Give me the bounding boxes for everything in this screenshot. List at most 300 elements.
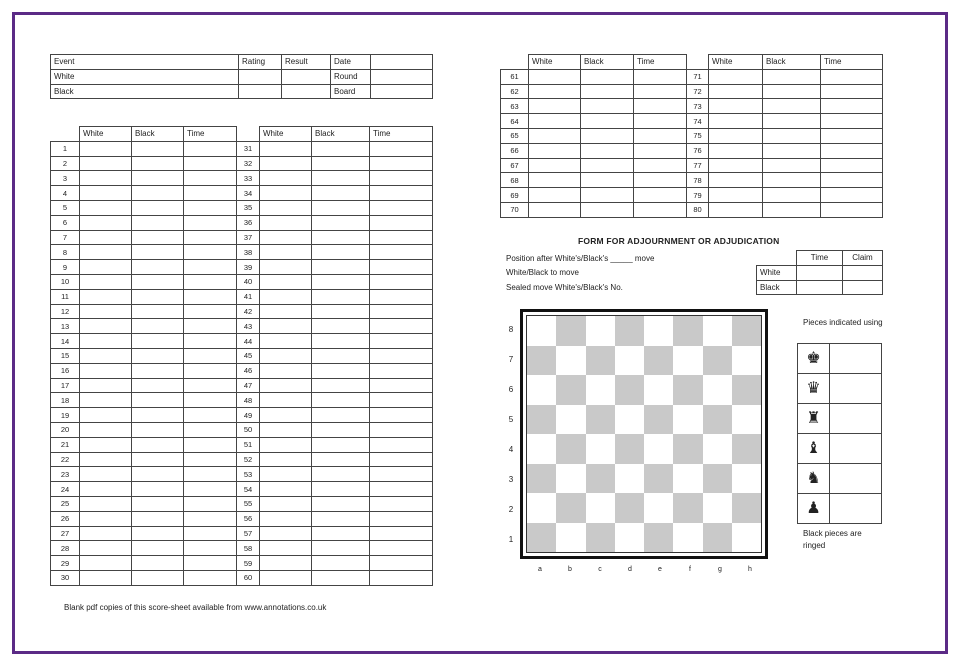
black-move-cell[interactable] — [132, 334, 184, 349]
time-cell[interactable] — [634, 202, 687, 217]
black-move-cell[interactable] — [763, 202, 821, 217]
black-move-cell[interactable] — [132, 245, 184, 260]
board-square[interactable] — [527, 375, 556, 405]
time-cell[interactable] — [634, 128, 687, 143]
white-move-cell[interactable] — [529, 143, 581, 158]
white-move-cell[interactable] — [260, 245, 312, 260]
black-move-cell[interactable] — [132, 526, 184, 541]
black-move-cell[interactable] — [312, 511, 370, 526]
white-move-cell[interactable] — [260, 496, 312, 511]
board-square[interactable] — [556, 434, 585, 464]
black-move-cell[interactable] — [312, 230, 370, 245]
white-move-cell[interactable] — [80, 200, 132, 215]
white-rating-field[interactable] — [239, 69, 282, 84]
time-cell[interactable] — [821, 128, 883, 143]
time-cell[interactable] — [184, 289, 237, 304]
time-cell[interactable] — [184, 186, 237, 201]
black-move-cell[interactable] — [312, 570, 370, 585]
black-rating-field[interactable] — [239, 84, 282, 99]
white-move-cell[interactable] — [529, 99, 581, 114]
board-square[interactable] — [644, 375, 673, 405]
board-square[interactable] — [556, 464, 585, 494]
time-cell[interactable] — [634, 114, 687, 129]
black-move-cell[interactable] — [132, 215, 184, 230]
white-move-cell[interactable] — [260, 541, 312, 556]
white-move-cell[interactable] — [260, 437, 312, 452]
black-move-cell[interactable] — [312, 186, 370, 201]
black-move-cell[interactable] — [132, 230, 184, 245]
board-square[interactable] — [644, 523, 673, 553]
time-cell[interactable] — [370, 378, 433, 393]
board-square[interactable] — [615, 316, 644, 346]
black-move-cell[interactable] — [312, 496, 370, 511]
time-cell[interactable] — [821, 188, 883, 203]
black-move-cell[interactable] — [763, 128, 821, 143]
board-field[interactable] — [371, 84, 433, 99]
board-square[interactable] — [556, 346, 585, 376]
board-square[interactable] — [586, 493, 615, 523]
board-square[interactable] — [644, 405, 673, 435]
board-square[interactable] — [615, 493, 644, 523]
black-move-cell[interactable] — [132, 319, 184, 334]
board-square[interactable] — [527, 434, 556, 464]
black-move-cell[interactable] — [312, 334, 370, 349]
board-square[interactable] — [586, 434, 615, 464]
black-time-field[interactable] — [797, 280, 843, 295]
white-move-cell[interactable] — [80, 570, 132, 585]
black-move-cell[interactable] — [312, 171, 370, 186]
black-move-cell[interactable] — [312, 348, 370, 363]
white-move-cell[interactable] — [529, 84, 581, 99]
white-move-cell[interactable] — [80, 408, 132, 423]
time-cell[interactable] — [821, 143, 883, 158]
time-cell[interactable] — [184, 452, 237, 467]
white-move-cell[interactable] — [260, 156, 312, 171]
time-cell[interactable] — [184, 393, 237, 408]
time-cell[interactable] — [184, 230, 237, 245]
time-cell[interactable] — [184, 260, 237, 275]
board-square[interactable] — [703, 493, 732, 523]
time-cell[interactable] — [184, 363, 237, 378]
white-move-cell[interactable] — [80, 348, 132, 363]
time-cell[interactable] — [821, 202, 883, 217]
white-move-cell[interactable] — [260, 378, 312, 393]
white-move-cell[interactable] — [709, 69, 763, 84]
time-cell[interactable] — [370, 570, 433, 585]
black-move-cell[interactable] — [132, 408, 184, 423]
board-square[interactable] — [673, 375, 702, 405]
time-cell[interactable] — [370, 482, 433, 497]
white-move-cell[interactable] — [80, 482, 132, 497]
time-cell[interactable] — [370, 274, 433, 289]
white-move-cell[interactable] — [260, 363, 312, 378]
white-move-cell[interactable] — [260, 408, 312, 423]
board-square[interactable] — [644, 316, 673, 346]
black-move-cell[interactable] — [312, 556, 370, 571]
time-cell[interactable] — [184, 245, 237, 260]
time-cell[interactable] — [370, 319, 433, 334]
piece-entry-cell[interactable] — [830, 374, 882, 404]
white-move-cell[interactable] — [709, 84, 763, 99]
black-move-cell[interactable] — [132, 348, 184, 363]
black-move-cell[interactable] — [581, 99, 634, 114]
black-move-cell[interactable] — [763, 158, 821, 173]
time-cell[interactable] — [370, 215, 433, 230]
white-move-cell[interactable] — [80, 393, 132, 408]
white-move-cell[interactable] — [80, 511, 132, 526]
time-cell[interactable] — [370, 304, 433, 319]
black-move-cell[interactable] — [312, 260, 370, 275]
black-move-cell[interactable] — [763, 114, 821, 129]
black-move-cell[interactable] — [132, 422, 184, 437]
board-square[interactable] — [615, 523, 644, 553]
white-move-cell[interactable] — [80, 437, 132, 452]
black-move-cell[interactable] — [312, 482, 370, 497]
black-move-cell[interactable] — [132, 467, 184, 482]
white-move-cell[interactable] — [529, 173, 581, 188]
black-move-cell[interactable] — [581, 158, 634, 173]
time-cell[interactable] — [370, 408, 433, 423]
time-cell[interactable] — [370, 289, 433, 304]
black-move-cell[interactable] — [312, 319, 370, 334]
board-square[interactable] — [703, 434, 732, 464]
board-square[interactable] — [556, 523, 585, 553]
black-move-cell[interactable] — [763, 173, 821, 188]
white-move-cell[interactable] — [709, 143, 763, 158]
white-move-cell[interactable] — [260, 511, 312, 526]
black-move-cell[interactable] — [312, 304, 370, 319]
black-move-cell[interactable] — [312, 274, 370, 289]
white-result-field[interactable] — [282, 69, 331, 84]
board-square[interactable] — [615, 375, 644, 405]
white-move-cell[interactable] — [80, 467, 132, 482]
board-square[interactable] — [673, 346, 702, 376]
time-cell[interactable] — [634, 69, 687, 84]
black-move-cell[interactable] — [312, 289, 370, 304]
board-square[interactable] — [673, 316, 702, 346]
black-move-cell[interactable] — [132, 304, 184, 319]
black-move-cell[interactable] — [132, 156, 184, 171]
black-move-cell[interactable] — [132, 171, 184, 186]
date-field[interactable] — [371, 55, 433, 70]
white-move-cell[interactable] — [260, 141, 312, 156]
time-cell[interactable] — [370, 556, 433, 571]
black-move-cell[interactable] — [132, 393, 184, 408]
black-move-cell[interactable] — [132, 556, 184, 571]
white-move-cell[interactable] — [529, 158, 581, 173]
time-cell[interactable] — [184, 511, 237, 526]
time-cell[interactable] — [184, 319, 237, 334]
board-square[interactable] — [615, 405, 644, 435]
black-move-cell[interactable] — [763, 84, 821, 99]
black-move-cell[interactable] — [581, 202, 634, 217]
black-move-cell[interactable] — [132, 363, 184, 378]
time-cell[interactable] — [370, 467, 433, 482]
white-move-cell[interactable] — [529, 202, 581, 217]
time-cell[interactable] — [370, 230, 433, 245]
black-move-cell[interactable] — [581, 173, 634, 188]
time-cell[interactable] — [184, 437, 237, 452]
white-move-cell[interactable] — [709, 158, 763, 173]
board-square[interactable] — [527, 493, 556, 523]
time-cell[interactable] — [634, 173, 687, 188]
white-move-cell[interactable] — [260, 348, 312, 363]
black-move-cell[interactable] — [312, 422, 370, 437]
time-cell[interactable] — [370, 541, 433, 556]
round-field[interactable] — [371, 69, 433, 84]
black-move-cell[interactable] — [132, 274, 184, 289]
board-square[interactable] — [703, 405, 732, 435]
white-move-cell[interactable] — [80, 319, 132, 334]
time-cell[interactable] — [370, 141, 433, 156]
black-move-cell[interactable] — [312, 378, 370, 393]
white-move-cell[interactable] — [260, 422, 312, 437]
white-move-cell[interactable] — [260, 556, 312, 571]
white-move-cell[interactable] — [80, 171, 132, 186]
black-move-cell[interactable] — [763, 143, 821, 158]
board-square[interactable] — [644, 346, 673, 376]
time-cell[interactable] — [370, 245, 433, 260]
white-move-cell[interactable] — [709, 114, 763, 129]
time-cell[interactable] — [184, 348, 237, 363]
piece-entry-cell[interactable] — [830, 464, 882, 494]
white-move-cell[interactable] — [260, 289, 312, 304]
white-move-cell[interactable] — [260, 334, 312, 349]
board-square[interactable] — [527, 346, 556, 376]
black-move-cell[interactable] — [312, 200, 370, 215]
black-move-cell[interactable] — [312, 245, 370, 260]
board-square[interactable] — [732, 434, 761, 464]
board-square[interactable] — [673, 523, 702, 553]
black-move-cell[interactable] — [763, 188, 821, 203]
board-square[interactable] — [703, 523, 732, 553]
black-move-cell[interactable] — [581, 143, 634, 158]
white-move-cell[interactable] — [260, 482, 312, 497]
white-move-cell[interactable] — [80, 422, 132, 437]
board-square[interactable] — [673, 464, 702, 494]
board-square[interactable] — [673, 493, 702, 523]
black-move-cell[interactable] — [312, 156, 370, 171]
board-square[interactable] — [556, 375, 585, 405]
time-cell[interactable] — [184, 422, 237, 437]
time-cell[interactable] — [184, 156, 237, 171]
black-move-cell[interactable] — [581, 84, 634, 99]
time-cell[interactable] — [370, 334, 433, 349]
black-move-cell[interactable] — [581, 69, 634, 84]
board-square[interactable] — [644, 464, 673, 494]
time-cell[interactable] — [634, 158, 687, 173]
white-move-cell[interactable] — [260, 171, 312, 186]
time-cell[interactable] — [184, 304, 237, 319]
white-move-cell[interactable] — [709, 99, 763, 114]
white-move-cell[interactable] — [709, 202, 763, 217]
time-cell[interactable] — [184, 556, 237, 571]
board-square[interactable] — [732, 405, 761, 435]
white-move-cell[interactable] — [80, 526, 132, 541]
black-move-cell[interactable] — [132, 141, 184, 156]
black-move-cell[interactable] — [312, 215, 370, 230]
piece-entry-cell[interactable] — [830, 434, 882, 464]
piece-entry-cell[interactable] — [830, 344, 882, 374]
board-square[interactable] — [615, 464, 644, 494]
white-move-cell[interactable] — [80, 289, 132, 304]
board-square[interactable] — [556, 405, 585, 435]
time-cell[interactable] — [184, 541, 237, 556]
white-move-cell[interactable] — [260, 570, 312, 585]
white-move-cell[interactable] — [709, 173, 763, 188]
board-square[interactable] — [586, 405, 615, 435]
board-square[interactable] — [732, 316, 761, 346]
time-cell[interactable] — [184, 408, 237, 423]
piece-entry-cell[interactable] — [830, 404, 882, 434]
white-move-cell[interactable] — [80, 260, 132, 275]
white-move-cell[interactable] — [80, 141, 132, 156]
black-move-cell[interactable] — [132, 452, 184, 467]
white-move-cell[interactable] — [529, 69, 581, 84]
time-cell[interactable] — [184, 496, 237, 511]
black-move-cell[interactable] — [581, 128, 634, 143]
white-move-cell[interactable] — [260, 260, 312, 275]
white-move-cell[interactable] — [709, 188, 763, 203]
board-square[interactable] — [703, 464, 732, 494]
white-move-cell[interactable] — [529, 188, 581, 203]
board-square[interactable] — [732, 375, 761, 405]
black-move-cell[interactable] — [132, 378, 184, 393]
white-claim-field[interactable] — [843, 265, 883, 280]
time-cell[interactable] — [634, 99, 687, 114]
time-cell[interactable] — [370, 171, 433, 186]
black-move-cell[interactable] — [132, 289, 184, 304]
time-cell[interactable] — [821, 114, 883, 129]
white-move-cell[interactable] — [80, 230, 132, 245]
white-move-cell[interactable] — [260, 393, 312, 408]
time-cell[interactable] — [184, 141, 237, 156]
black-move-cell[interactable] — [132, 511, 184, 526]
time-cell[interactable] — [370, 452, 433, 467]
black-move-cell[interactable] — [312, 363, 370, 378]
time-cell[interactable] — [370, 186, 433, 201]
black-move-cell[interactable] — [312, 467, 370, 482]
time-cell[interactable] — [370, 496, 433, 511]
white-move-cell[interactable] — [80, 304, 132, 319]
time-cell[interactable] — [370, 437, 433, 452]
time-cell[interactable] — [634, 84, 687, 99]
time-cell[interactable] — [370, 200, 433, 215]
board-square[interactable] — [586, 375, 615, 405]
black-move-cell[interactable] — [312, 452, 370, 467]
white-move-cell[interactable] — [80, 156, 132, 171]
piece-entry-cell[interactable] — [830, 494, 882, 524]
board-square[interactable] — [556, 493, 585, 523]
black-move-cell[interactable] — [312, 393, 370, 408]
board-square[interactable] — [527, 316, 556, 346]
time-cell[interactable] — [184, 171, 237, 186]
time-cell[interactable] — [821, 84, 883, 99]
time-cell[interactable] — [821, 69, 883, 84]
black-move-cell[interactable] — [132, 496, 184, 511]
white-move-cell[interactable] — [260, 274, 312, 289]
chess-board[interactable] — [526, 315, 762, 553]
board-square[interactable] — [732, 346, 761, 376]
black-move-cell[interactable] — [132, 260, 184, 275]
black-move-cell[interactable] — [581, 114, 634, 129]
board-square[interactable] — [556, 316, 585, 346]
white-move-cell[interactable] — [80, 215, 132, 230]
black-move-cell[interactable] — [132, 541, 184, 556]
board-square[interactable] — [586, 346, 615, 376]
board-square[interactable] — [644, 493, 673, 523]
white-move-cell[interactable] — [80, 556, 132, 571]
black-result-field[interactable] — [282, 84, 331, 99]
time-cell[interactable] — [184, 526, 237, 541]
board-square[interactable] — [615, 434, 644, 464]
board-square[interactable] — [644, 434, 673, 464]
time-cell[interactable] — [184, 482, 237, 497]
white-move-cell[interactable] — [260, 467, 312, 482]
time-cell[interactable] — [184, 378, 237, 393]
black-move-cell[interactable] — [132, 437, 184, 452]
white-move-cell[interactable] — [80, 334, 132, 349]
board-square[interactable] — [703, 375, 732, 405]
time-cell[interactable] — [184, 570, 237, 585]
time-cell[interactable] — [821, 158, 883, 173]
board-square[interactable] — [703, 346, 732, 376]
white-move-cell[interactable] — [80, 541, 132, 556]
time-cell[interactable] — [184, 200, 237, 215]
time-cell[interactable] — [184, 215, 237, 230]
white-move-cell[interactable] — [709, 128, 763, 143]
board-square[interactable] — [527, 405, 556, 435]
time-cell[interactable] — [370, 526, 433, 541]
black-move-cell[interactable] — [132, 200, 184, 215]
black-move-cell[interactable] — [132, 570, 184, 585]
time-cell[interactable] — [821, 173, 883, 188]
white-time-field[interactable] — [797, 265, 843, 280]
board-square[interactable] — [527, 523, 556, 553]
white-move-cell[interactable] — [80, 378, 132, 393]
time-cell[interactable] — [821, 99, 883, 114]
black-move-cell[interactable] — [132, 482, 184, 497]
time-cell[interactable] — [184, 334, 237, 349]
white-move-cell[interactable] — [260, 304, 312, 319]
board-square[interactable] — [586, 523, 615, 553]
black-move-cell[interactable] — [312, 408, 370, 423]
board-square[interactable] — [586, 464, 615, 494]
black-move-cell[interactable] — [312, 437, 370, 452]
white-move-cell[interactable] — [529, 114, 581, 129]
time-cell[interactable] — [370, 260, 433, 275]
black-move-cell[interactable] — [763, 69, 821, 84]
time-cell[interactable] — [370, 393, 433, 408]
white-move-cell[interactable] — [260, 319, 312, 334]
time-cell[interactable] — [370, 156, 433, 171]
board-square[interactable] — [615, 346, 644, 376]
white-move-cell[interactable] — [80, 186, 132, 201]
time-cell[interactable] — [370, 363, 433, 378]
white-move-cell[interactable] — [80, 363, 132, 378]
black-move-cell[interactable] — [312, 526, 370, 541]
board-square[interactable] — [673, 405, 702, 435]
white-move-cell[interactable] — [80, 452, 132, 467]
white-move-cell[interactable] — [260, 200, 312, 215]
black-claim-field[interactable] — [843, 280, 883, 295]
board-square[interactable] — [732, 523, 761, 553]
time-cell[interactable] — [184, 274, 237, 289]
black-move-cell[interactable] — [132, 186, 184, 201]
white-move-cell[interactable] — [80, 245, 132, 260]
board-square[interactable] — [673, 434, 702, 464]
time-cell[interactable] — [634, 143, 687, 158]
